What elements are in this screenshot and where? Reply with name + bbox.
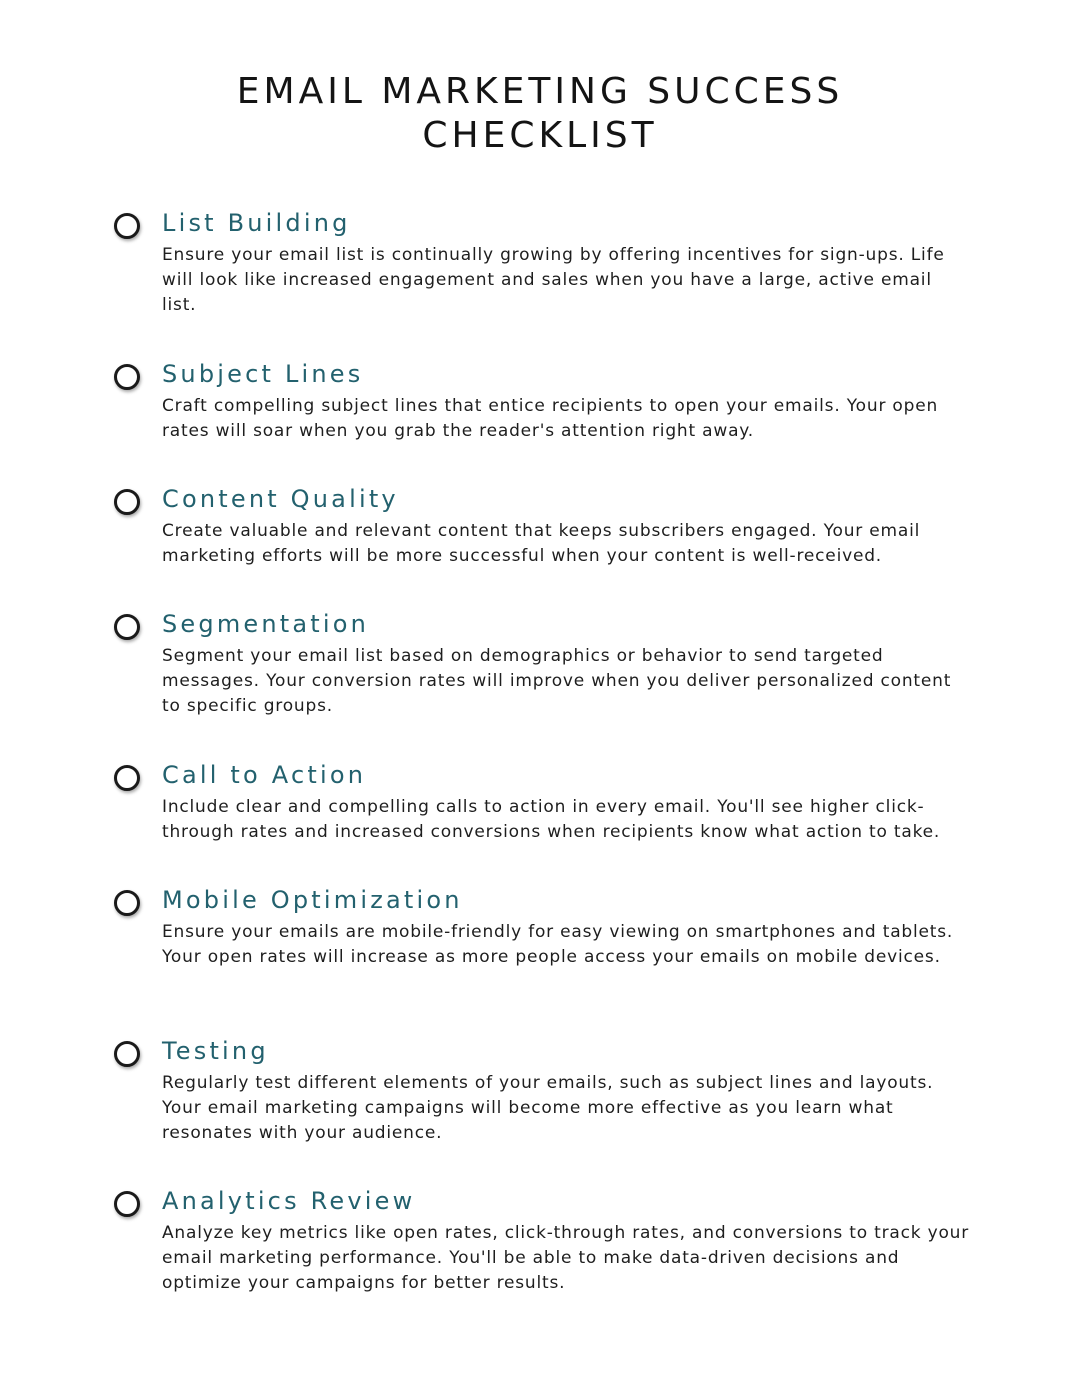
checklist-item-title: Content Quality (162, 485, 399, 513)
checklist-item-title: Testing (162, 1037, 269, 1065)
checklist-item-description: Analyze key metrics like open rates, click-through rates, and conversions to track your email marketing performance. You'll be able to make data-driven decisions and optimize your campaigns for better results. (162, 1223, 970, 1293)
checklist-item-description: Craft compelling subject lines that entice recipients to open your emails. Your open rates will soar when you grab the reader's attention right away. (162, 396, 939, 441)
checklist-item-title: Segmentation (162, 610, 370, 638)
circle-checkbox-icon[interactable] (114, 614, 140, 640)
page-title-line-2: CHECKLIST (422, 115, 658, 156)
checklist-item-title: Call to Action (162, 761, 367, 789)
checklist-item-description: Regularly test different elements of your emails, such as subject lines and layouts. Your email marketing campaigns will become more effective as you learn what resonates with your audience. (162, 1073, 934, 1143)
circle-checkbox-icon[interactable] (114, 213, 140, 239)
page-title-line-1: EMAIL MARKETING SUCCESS (236, 71, 844, 112)
checklist-item-title: List Building (162, 209, 351, 237)
circle-checkbox-icon[interactable] (114, 765, 140, 791)
circle-checkbox-icon[interactable] (114, 364, 140, 390)
circle-checkbox-icon[interactable] (114, 489, 140, 515)
checklist-item-description: Create valuable and relevant content that keeps subscribers engaged. Your email marketing efforts will be more successful when your content is well-received. (162, 521, 921, 566)
page-title (0, 70, 1080, 158)
checklist-item-title: Analytics Review (162, 1187, 416, 1215)
checklist-item-description: Ensure your emails are mobile-friendly for easy viewing on smartphones and tablets. Your open rates will increase as more people access your emails on mobile devices. (162, 922, 954, 967)
checklist-item-title: Mobile Optimization (162, 886, 463, 914)
checklist-item-title: Subject Lines (162, 360, 364, 388)
checklist-item-description: Include clear and compelling calls to action in every email. You'll see higher click-through rates and increased conversions when recipients know what action to take. (162, 797, 941, 842)
checklist-item-description: Segment your email list based on demographics or behavior to send targeted messages. Your conversion rates will improve when you deliver personalized content to specific groups. (162, 646, 952, 716)
checklist-item-description: Ensure your email list is continually growing by offering incentives for sign-ups. Life will look like increased engagement and sales when you have a large, active email list. (162, 245, 945, 315)
circle-checkbox-icon[interactable] (114, 1041, 140, 1067)
circle-checkbox-icon[interactable] (114, 890, 140, 916)
circle-checkbox-icon[interactable] (114, 1191, 140, 1217)
